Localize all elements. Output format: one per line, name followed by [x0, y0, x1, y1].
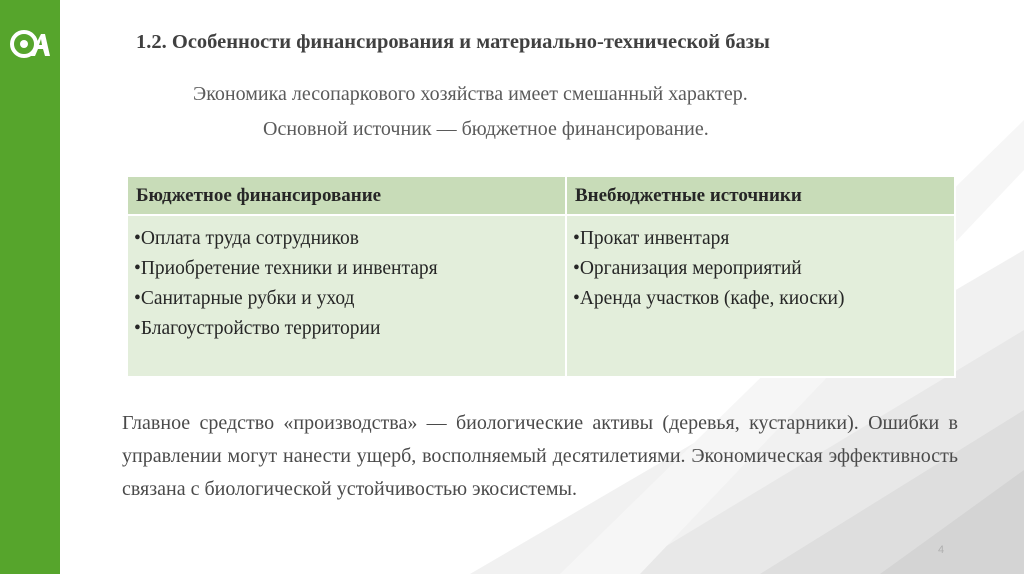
- list-item: •Приобретение техники и инвентаря: [134, 258, 438, 279]
- main-paragraph: Главное средство «производства» — биологические активы (деревья, кустарники). Ошибки в управлении могут нанести ущерб, восполняемый десятилетиями. Экономическая эффективность связана с биологической устойчивостью экосистемы.: [122, 412, 958, 500]
- table-row: [127, 215, 955, 377]
- list-item: •Оплата труда сотрудников: [134, 228, 359, 249]
- budget-cell: [127, 215, 566, 377]
- list-item: •Аренда участков (кафе, киоски): [573, 288, 845, 309]
- intro-line-1: Экономика лесопаркового хозяйства имеет смешанный характер.: [193, 83, 748, 105]
- header-budget: Бюджетное финансирование: [127, 176, 566, 215]
- slide-title: 1.2. Особенности финансирования и материально-технической базы: [136, 31, 770, 53]
- company-logo-icon: [8, 26, 52, 62]
- list-item: •Прокат инвентаря: [573, 228, 730, 249]
- list-item: •Организация мероприятий: [573, 258, 802, 279]
- list-item: •Санитарные рубки и уход: [134, 288, 355, 309]
- page-number: 4: [938, 544, 945, 556]
- financing-table: [126, 175, 956, 378]
- list-item: •Благоустройство территории: [134, 318, 381, 339]
- table-header-row: [127, 176, 955, 215]
- header-extra: Внебюджетные источники: [566, 176, 955, 215]
- green-sidebar: [0, 0, 60, 574]
- intro-line-2: Основной источник — бюджетное финансирование.: [263, 118, 709, 140]
- extra-cell: [566, 215, 955, 377]
